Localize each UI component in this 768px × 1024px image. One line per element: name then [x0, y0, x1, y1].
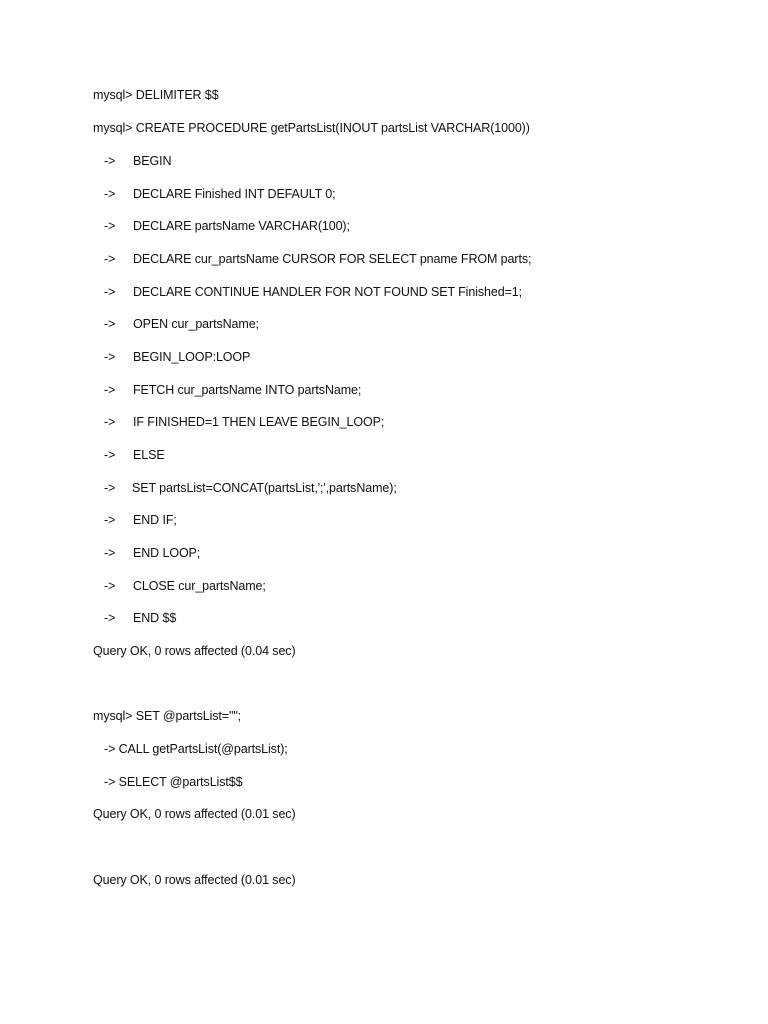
continuation-marker: ->: [104, 252, 116, 266]
code-line: CLOSE cur_partsName;: [133, 579, 266, 593]
continuation-marker: ->: [104, 285, 116, 299]
code-line: END IF;: [133, 513, 177, 527]
continuation-marker: ->: [104, 481, 116, 495]
set-variable-line: mysql> SET @partsList="";: [93, 709, 242, 723]
code-line: END LOOP;: [133, 546, 201, 560]
code-line: BEGIN: [133, 154, 172, 168]
code-line: IF FINISHED=1 THEN LEAVE BEGIN_LOOP;: [133, 415, 385, 429]
code-line: BEGIN_LOOP:LOOP: [133, 350, 251, 364]
select-variable-line: -> SELECT @partsList$$: [104, 775, 243, 789]
continuation-marker: ->: [104, 350, 116, 364]
code-line: DECLARE cur_partsName CURSOR FOR SELECT pname FROM parts;: [133, 252, 532, 266]
code-line: OPEN cur_partsName;: [133, 317, 259, 331]
continuation-marker: ->: [104, 611, 116, 625]
continuation-marker: ->: [104, 579, 116, 593]
code-line: DECLARE Finished INT DEFAULT 0;: [133, 187, 336, 201]
continuation-marker: ->: [104, 383, 116, 397]
continuation-marker: ->: [104, 317, 116, 331]
code-line: DECLARE CONTINUE HANDLER FOR NOT FOUND SET Finished=1;: [133, 285, 523, 299]
code-line: ELSE: [133, 448, 165, 462]
continuation-marker: ->: [104, 513, 116, 527]
code-line: FETCH cur_partsName INTO partsName;: [133, 383, 362, 397]
code-line: DECLARE partsName VARCHAR(100);: [133, 219, 350, 233]
query-result-line: Query OK, 0 rows affected (0.01 sec): [93, 873, 296, 887]
continuation-marker: ->: [104, 448, 116, 462]
query-result-line: Query OK, 0 rows affected (0.04 sec): [93, 644, 296, 658]
continuation-marker: ->: [104, 546, 116, 560]
continuation-marker: ->: [104, 219, 116, 233]
query-result-line: Query OK, 0 rows affected (0.01 sec): [93, 807, 296, 821]
continuation-marker: ->: [104, 187, 116, 201]
delimiter-line: mysql> DELIMITER $$: [93, 88, 219, 102]
call-procedure-line: -> CALL getPartsList(@partsList);: [104, 742, 288, 756]
code-line: SET partsList=CONCAT(partsList,';',partsName);: [132, 481, 397, 495]
continuation-marker: ->: [104, 415, 116, 429]
code-line: END $$: [133, 611, 177, 625]
create-procedure-line: mysql> CREATE PROCEDURE getPartsList(INOUT partsList VARCHAR(1000)): [93, 121, 530, 135]
continuation-marker: ->: [104, 154, 116, 168]
